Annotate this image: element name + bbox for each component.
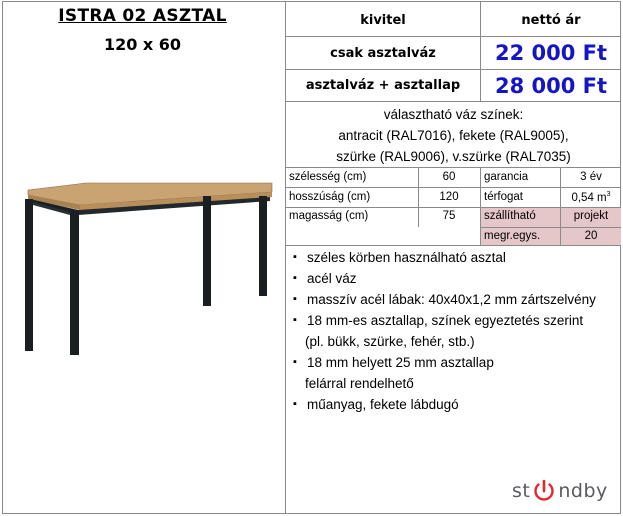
divider: [418, 167, 419, 227]
list-item: [293, 289, 618, 310]
spec-volume-number: 0,54 m: [571, 191, 607, 204]
product-size: 120 x 60: [103, 35, 182, 54]
bullet-icon: ▪: [293, 356, 297, 368]
product-title: ISTRA 02 ASZTAL: [58, 6, 227, 26]
list-item: [293, 394, 618, 415]
spec-warranty-value: 3 év: [580, 171, 602, 183]
bullet-icon: ▪: [293, 251, 297, 263]
header-kivitel: kivitel: [360, 12, 406, 28]
divider: [286, 167, 621, 168]
price-label-frame-top: asztalváz + asztallap: [305, 78, 461, 93]
price-frame-only: 22 000 Ft: [494, 41, 608, 65]
bullet-icon: ▪: [293, 314, 297, 326]
feature-text: 18 mm helyett 25 mm asztallap: [307, 355, 494, 370]
power-icon: [531, 479, 557, 503]
price-label-frame-only: csak asztalváz: [330, 45, 436, 61]
spec-order-unit-label: megr.egys.: [484, 230, 541, 242]
list-item: [293, 352, 618, 373]
spec-height-value: 75: [442, 210, 456, 222]
spec-width-label: szélesség (cm): [289, 171, 367, 183]
divider: [481, 227, 621, 228]
divider: [286, 207, 621, 208]
spec-shippable-label: szállítható: [484, 210, 536, 222]
logo-text-left: st: [512, 480, 531, 502]
feature-text: 18 mm-es asztallap, színek egyeztetés szerint: [307, 313, 584, 328]
frame-colors-line: szürke (RAL9006), v.szürke (RAL7035): [336, 149, 571, 164]
spec-length-label: hosszúság (cm): [289, 191, 371, 203]
feature-text: műanyag, fekete lábdugó: [307, 397, 459, 412]
divider: [480, 167, 481, 245]
spec-width-value: 60: [442, 171, 456, 183]
frame-colors: [286, 101, 621, 167]
divider: [286, 187, 621, 188]
spec-volume-label: térfogat: [484, 191, 523, 203]
list-item: [293, 247, 618, 268]
divider: [286, 245, 621, 246]
spec-volume-unit-exp: 3: [606, 191, 611, 198]
table-image: [22, 182, 274, 357]
feature-text: masszív acél lábak: 40x40x1,2 mm zártszelvény: [307, 292, 596, 307]
logo-text-right: ndby: [558, 480, 608, 502]
frame-colors-line: antracit (RAL7016), fekete (RAL9005),: [338, 128, 569, 143]
feature-text: (pl. bükk, szürke, fehér, stb.): [305, 334, 475, 349]
spec-volume-value: [562, 191, 620, 204]
feature-text: acél váz: [307, 271, 357, 286]
list-item: [293, 331, 618, 352]
spec-warranty-label: garancia: [484, 171, 529, 183]
spec-shippable-value: projekt: [573, 210, 609, 222]
spec-height-label: magasság (cm): [289, 210, 369, 222]
feature-text: széles körben használható asztal: [307, 250, 506, 265]
list-item: [293, 268, 618, 289]
standby-logo: [512, 479, 608, 503]
divider: [560, 167, 561, 245]
feature-list: [293, 247, 618, 415]
list-item: [293, 373, 618, 394]
bullet-icon: ▪: [293, 398, 297, 410]
feature-text: felárral rendelhető: [305, 376, 414, 391]
bullet-icon: ▪: [293, 272, 297, 284]
price-frame-top: 28 000 Ft: [494, 73, 608, 98]
list-item: [293, 310, 618, 331]
bullet-icon: ▪: [293, 293, 297, 305]
header-netto-ar: nettó ár: [521, 12, 581, 28]
frame-colors-heading: választható váz színek:: [383, 107, 524, 122]
spec-order-unit-value: 20: [584, 230, 598, 242]
spec-length-value: 120: [439, 191, 459, 203]
